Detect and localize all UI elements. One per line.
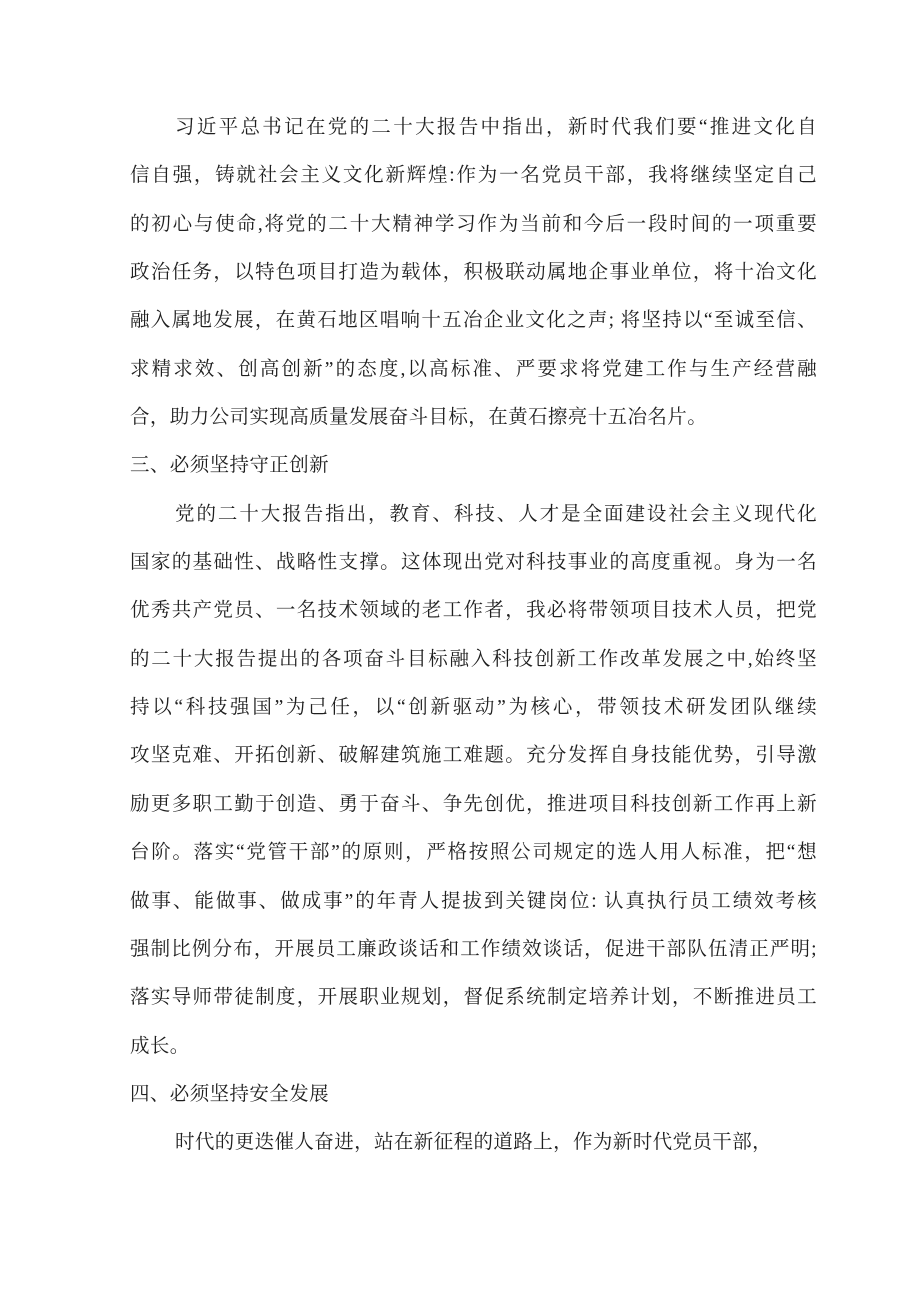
text-line: 政治任务，以特色项目打造为载体，积极联动属地企事业单位，将十冶文化 [130, 262, 817, 284]
text-line: 台阶。落实“党管干部”的原则，严格按照公司规定的选人用人标准，把“想 [130, 842, 817, 864]
text-line: 的二十大报告提出的各项奋斗目标融入科技创新工作改革发展之中,始终坚 [130, 648, 817, 670]
text-line: 信自强，铸就社会主义文化新辉煌:作为一名党员干部，我将继续坚定自己 [130, 165, 817, 187]
text-line: 党的二十大报告指出，教育、科技、人才是全面建设社会主义现代化 [175, 503, 817, 525]
section-heading: 三、必须坚持守正创新 [130, 455, 330, 477]
document-text-block [130, 104, 817, 1168]
text-line: 做事、能做事、做成事”的年青人提拔到关键岗位: 认真执行员工绩效考核 [130, 890, 817, 912]
text-line: 国家的基础性、战略性支撑。这体现出党对科技事业的高度重视。身为一名 [130, 552, 817, 574]
text-line: 励更多职工勤于创造、勇于奋斗、争先创优，推进项目科技创新工作再上新 [130, 793, 817, 815]
text-line: 融入属地发展，在黄石地区唱响十五冶企业文化之声; 将坚持以“至诚至信、 [130, 310, 817, 332]
text-line: 时代的更迭催人奋进，站在新征程的道路上，作为新时代党员干部， [175, 1132, 773, 1154]
section-heading: 四、必须坚持安全发展 [130, 1083, 330, 1105]
text-line: 求精求效、创高创新”的态度,以高标准、严要求将党建工作与生产经营融 [130, 358, 817, 380]
text-line: 持以“科技强国”为己任，以“创新驱动”为核心，带领技术研发团队继续 [130, 697, 817, 719]
text-line: 合，助力公司实现高质量发展奋斗目标，在黄石擦亮十五冶名片。 [130, 407, 708, 429]
text-line: 优秀共产党员、一名技术领域的老工作者，我必将带领项目技术人员，把党 [130, 600, 817, 622]
text-line: 落实导师带徒制度，开展职业规划，督促系统制定培养计划，不断推进员工 [130, 987, 817, 1009]
text-line: 习近平总书记在党的二十大报告中指出，新时代我们要“推进文化自 [175, 117, 817, 138]
text-line: 攻坚克难、开拓创新、破解建筑施工难题。充分发挥自身技能优势，引导激 [130, 745, 817, 767]
text-line: 强制比例分布，开展员工廉政谈话和工作绩效谈话，促进干部队伍清正严明; [130, 938, 817, 960]
text-line: 成长。 [130, 1035, 190, 1057]
text-line: 的初心与使命,将党的二十大精神学习作为当前和今后一段时间的一项重要 [130, 213, 817, 235]
